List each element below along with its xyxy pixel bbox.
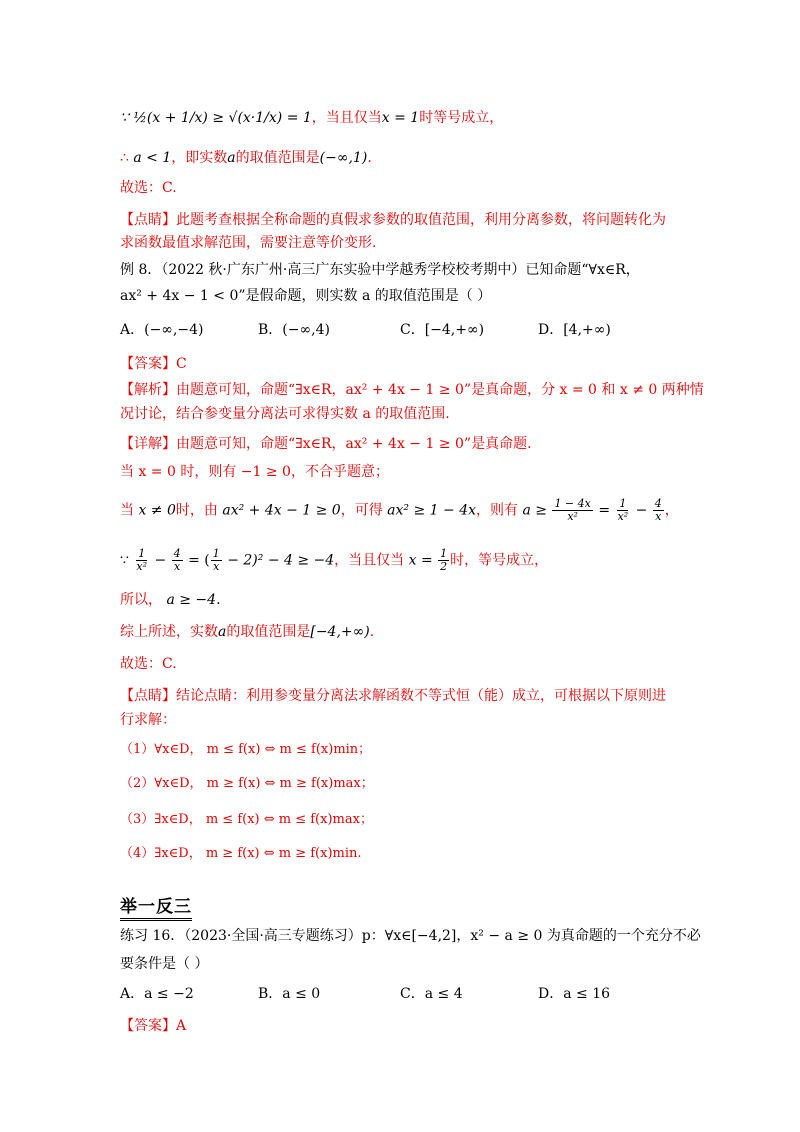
option-b: B．a ≤ 0 [258, 986, 321, 1002]
detail-line-5 [120, 590, 221, 610]
numerator: 4 [173, 547, 181, 560]
equals-sign: = [598, 502, 611, 519]
text: ，可得 [340, 502, 383, 519]
therefore-symbol: ∴ [120, 150, 129, 166]
option-c: C．a ≤ 4 [400, 986, 463, 1002]
text: 综上所述，实数 [120, 624, 218, 640]
fraction [438, 548, 449, 573]
fraction [616, 498, 631, 523]
exercise-16-body: 要条件是（ ） [120, 956, 209, 972]
text: 时，等号成立， [450, 552, 549, 569]
text: 时，由 [175, 502, 218, 519]
denominator: x [655, 510, 662, 523]
formula: a ≥ [522, 502, 547, 519]
option-a: A．(−∞,−4) [120, 322, 204, 338]
text: . [369, 624, 375, 640]
text: . [216, 592, 221, 608]
rule-3: （3）∃x∈D， m ≤ f(x) ⇔ m ≤ f(x)max； [120, 812, 373, 827]
interval: [−4,+∞) [310, 624, 370, 640]
section-heading: 举一反三 [120, 892, 192, 921]
exercise-answer: 【答案】A [120, 1018, 187, 1034]
analysis-line-1: 【解析】由题意可知，命题“∃x∈R，ax² + 4x − 1 ≥ 0”是真命题，分 x = 0 和 x ≠ 0 两种情 [120, 382, 704, 398]
variable: a [218, 624, 227, 640]
rule-1: （1）∀x∈D， m ≤ f(x) ⇔ m ≤ f(x)min； [120, 742, 372, 757]
because-symbol: ∵ [120, 552, 129, 569]
text: 当 [120, 502, 134, 519]
answer-choice-line: 故选：C. [120, 180, 177, 196]
text: ，即实数 [171, 150, 228, 166]
formula: − 2)² − 4 ≥ −4 [227, 552, 335, 569]
formula: a < 1 [133, 150, 172, 166]
numerator: 1 [440, 547, 448, 560]
numerator: 4 [654, 497, 662, 510]
variable: a [227, 150, 236, 166]
option-c: C．[−4,+∞) [400, 322, 485, 338]
formula: x = [408, 552, 433, 569]
detail-line-1: 【详解】由题意可知，命题“∃x∈R，ax² + 4x − 1 ≥ 0”是真命题. [120, 436, 532, 452]
interval: (−∞,1) [319, 150, 368, 166]
proof-line-1 [120, 108, 503, 128]
rule-4: （4）∃x∈D， m ≥ f(x) ⇔ m ≥ f(x)min. [120, 846, 362, 861]
option-a: A．a ≤ −2 [120, 986, 194, 1002]
numerator: 1 − 4x [554, 497, 591, 510]
fraction [172, 548, 183, 573]
text: 时等号成立， [419, 110, 504, 126]
text: 的取值范围是 [226, 624, 311, 640]
formula: x = 1 [381, 110, 420, 126]
exercise-16-title: 练习 16．（2023·全国·高三专题练习）p：∀x∈[−4,2]，x² − a ≥ 0 为真命题的一个充分不必 [120, 928, 701, 944]
option-d: D．[4,+∞) [538, 322, 611, 338]
denominator: x² [567, 510, 578, 523]
option-b: B．(−∞,4) [258, 322, 330, 338]
text: ，当且仅当 [334, 552, 405, 569]
example-8-title: 例 8．（2022 秋·广东广州·高三广东实验中学越秀学校校考期中）已知命题“∀x∈R， [120, 262, 640, 278]
text: 的取值范围是 [235, 150, 320, 166]
fraction [211, 548, 222, 573]
detail-line-2: 当 x = 0 时，则有 −1 ≥ 0，不合乎题意； [120, 464, 389, 480]
formula: = ( [188, 552, 210, 569]
formula: ax² ≥ 1 − 4x [387, 502, 476, 519]
formula: ax² + 4x − 1 ≥ 0 [222, 502, 341, 519]
denominator: x² [136, 560, 147, 573]
text: 所以， [120, 592, 162, 608]
text: ，则有 [476, 502, 518, 519]
fraction [552, 498, 592, 523]
formula: a ≥ −4 [166, 592, 217, 608]
detail-line-4 [120, 548, 548, 573]
detail-line-6 [120, 622, 374, 642]
formula: x ≠ 0 [138, 502, 176, 519]
comment-line-2: 求函数最值求解范围，需要注意等价变形. [120, 235, 377, 251]
option-d: D．a ≤ 16 [538, 986, 611, 1002]
answer-line: 【答案】C [120, 356, 187, 372]
denominator: 2 [440, 560, 448, 573]
rule-2: （2）∀x∈D， m ≥ f(x) ⇔ m ≥ f(x)max； [120, 776, 374, 791]
text: ，当且仅当 [311, 110, 382, 126]
detail-line-3 [120, 498, 679, 523]
proof-line-2 [120, 148, 372, 168]
numerator: 1 [619, 497, 627, 510]
comment-line-1: 【点睛】此题考查根据全称命题的真假求参数的取值范围，利用分离参数，将问题转化为 [120, 212, 666, 228]
minus-sign: − [154, 552, 167, 569]
fraction [134, 548, 149, 573]
example-8-body: ax² + 4x − 1 < 0”是假命题，则实数 a 的取值范围是（ ） [120, 288, 492, 304]
numerator: 1 [212, 547, 220, 560]
minus-sign: − [635, 502, 648, 519]
numerator: 1 [138, 547, 146, 560]
denominator: x [174, 560, 181, 573]
text: ， [664, 502, 679, 519]
detail-line-7: 故选：C. [120, 656, 177, 672]
fraction [653, 498, 664, 523]
point-line-2: 行求解： [120, 712, 176, 728]
analysis-line-2: 况讨论，结合参变量分离法可求得实数 a 的取值范围. [120, 406, 450, 422]
inequality-formula: ∵ ½(x + 1/x) ≥ √(x·1/x) = 1 [120, 110, 312, 126]
denominator: x [213, 560, 220, 573]
text: . [367, 150, 372, 166]
denominator: x² [617, 510, 629, 523]
point-line-1: 【点睛】结论点睛：利用参变量分离法求解函数不等式恒（能）成立，可根据以下原则进 [120, 688, 666, 704]
